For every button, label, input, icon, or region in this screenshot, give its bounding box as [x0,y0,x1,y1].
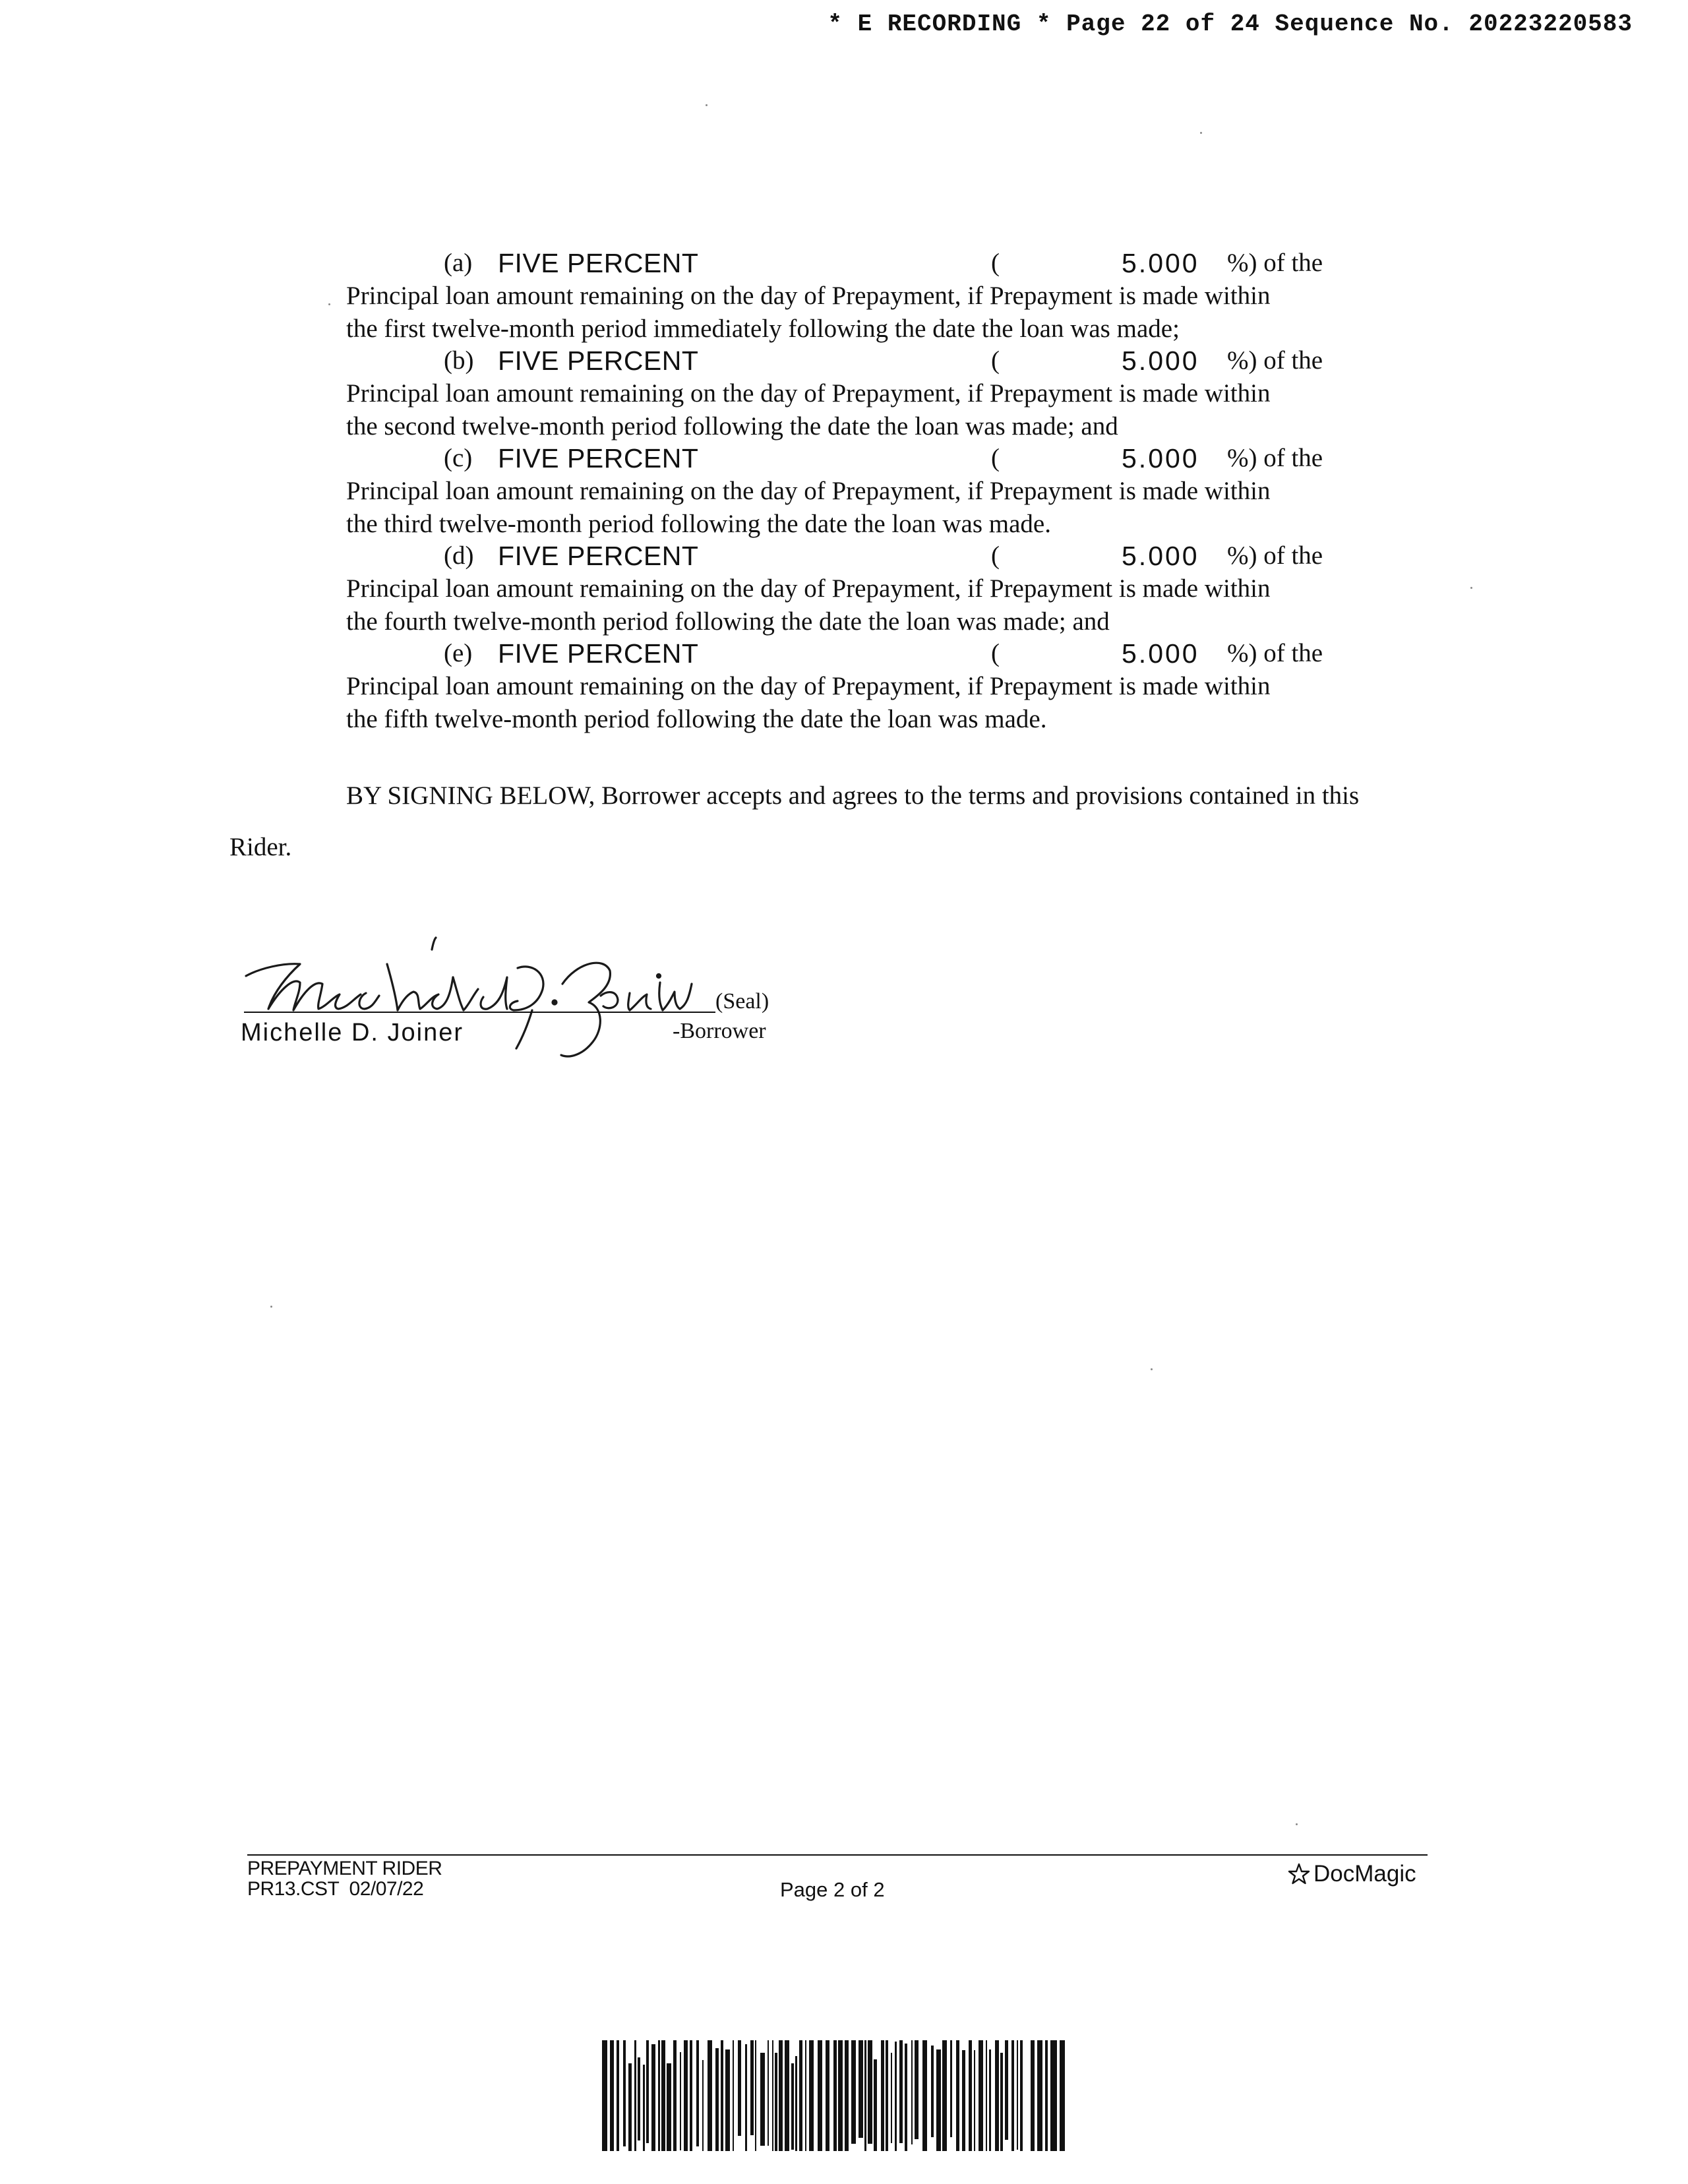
rate-clause-label: (c) [444,444,473,472]
rate-clause-body-line: Principal loan amount remaining on the day of Prepayment, if Prepayment is made within [346,672,1271,700]
barcode-bar [905,2044,907,2151]
signing-statement-line-1: BY SIGNING BELOW, Borrower accepts and agrees to the terms and provisions contained in this [346,781,1360,810]
star-outline-icon [1287,1862,1311,1886]
rate-clause-suffix: %) of the [1227,249,1323,277]
barcode-bar [610,2040,614,2151]
recording-header: * E RECORDING * Page 22 of 24 Sequence No. 20223220583 [828,11,1633,38]
barcode-bar [956,2040,959,2151]
rate-clause-words: FIVE PERCENT [498,638,699,669]
barcode-bar [859,2040,863,2138]
barcode-bar [634,2040,636,2151]
rate-clause-suffix: %) of the [1227,541,1323,570]
barcode-bar [651,2044,655,2151]
rate-clause [346,247,1348,346]
barcode-bar [931,2046,934,2137]
barcode-bar [617,2040,619,2151]
barcode-bar [779,2040,783,2151]
rate-clause-rate: 5.000 [1122,443,1199,473]
barcode-bar [845,2040,849,2151]
rate-clause-open-paren: ( [991,249,1000,277]
rate-clause-body-line: the first twelve-month period immediately following the date the loan was made; [346,315,1180,343]
barcode-bar [805,2040,806,2151]
barcode-bar [851,2040,856,2144]
barcode-bar [1050,2040,1057,2151]
rate-clause-body-line: Principal loan amount remaining on the day of Prepayment, if Prepayment is made within [346,282,1271,310]
barcode-bar [969,2040,972,2151]
barcode-bar [950,2040,952,2137]
rate-clause-words: FIVE PERCENT [498,443,699,473]
barcode-bar [795,2056,797,2151]
scan-speck [270,1306,272,1308]
signature-line [244,1012,715,1013]
rate-clause-header [346,637,1348,670]
barcode-bar [658,2040,660,2151]
signer-name: Michelle D. Joiner [241,1019,464,1046]
rate-clause-body-line: Principal loan amount remaining on the day of Prepayment, if Prepayment is made within [346,379,1271,408]
barcode-bar [673,2040,677,2151]
barcode-bar [661,2040,665,2151]
rate-clause-words: FIVE PERCENT [498,346,699,376]
barcode-bar [638,2057,640,2140]
barcode-bar [922,2040,927,2151]
barcode-bar [899,2040,903,2143]
barcode-bar [602,2040,607,2151]
barcode-bar [721,2040,723,2151]
barcode-bar [1011,2040,1014,2151]
barcode-bar [838,2040,843,2151]
barcode-bar [989,2049,991,2151]
barcode-bar [895,2042,897,2151]
barcode-bar [733,2040,734,2151]
rate-clause-label: (a) [444,249,473,277]
barcode-bar [936,2049,941,2151]
barcode-bar [1031,2040,1035,2151]
barcode-bar [995,2040,999,2151]
barcode-bar [1045,2040,1048,2151]
barcode-bar [942,2040,947,2151]
barcode-bar [738,2040,741,2136]
rate-clause-rate: 5.000 [1122,638,1199,669]
barcode-bar [768,2040,769,2146]
rate-clause-body-line: the fourth twelve-month period following the date the loan was made; and [346,607,1110,636]
barcode-bar [809,2040,814,2151]
rate-clause-header [346,442,1348,475]
barcode-bar [725,2049,730,2151]
rate-clause-suffix: %) of the [1227,444,1323,472]
barcode-bar [760,2053,765,2146]
rate-clause [346,442,1348,541]
rate-clause-header [346,247,1348,280]
barcode-bar [874,2059,877,2151]
rate-clause-open-paren: ( [991,541,1000,570]
barcode-bar [864,2040,866,2151]
barcode-bar [881,2040,884,2151]
barcode-bar [826,2040,829,2151]
barcode-bar [755,2040,756,2151]
rate-clause-body-line: the third twelve-month period following the date the loan was made. [346,510,1051,538]
barcode-bar [1017,2040,1018,2150]
rate-clause-label: (e) [444,639,473,667]
barcode-bar [911,2040,913,2144]
rate-clause-words: FIVE PERCENT [498,541,699,571]
rate-clause-open-paren: ( [991,444,1000,472]
footer-brand-name: DocMagic [1313,1861,1416,1887]
rate-clause-rate: 5.000 [1122,248,1199,278]
barcode-bar [868,2040,872,2144]
rate-clause-label: (d) [444,541,474,570]
barcode-bar [684,2040,688,2151]
rate-clause-open-paren: ( [991,639,1000,667]
barcode-bar [886,2040,888,2151]
barcode-bar [974,2050,975,2151]
barcode-bar [623,2040,626,2146]
scan-speck [1151,1368,1153,1370]
footer-form-title: PREPAYMENT RIDER [247,1858,442,1879]
signing-statement-line-2: Rider. [229,833,292,861]
barcode-bar [628,2063,632,2151]
barcode-bar [1000,2053,1003,2151]
footer-page-number: Page 2 of 2 [780,1878,885,1901]
rate-clause-suffix: %) of the [1227,346,1323,375]
footer-form-code: PR13.CST 02/07/22 [247,1878,424,1900]
footer-form-info [247,1858,442,1899]
barcode-bar [833,2040,837,2151]
barcode-bar [979,2040,983,2151]
handwritten-signature [234,936,788,1068]
signing-statement [229,770,1443,873]
rate-clause-suffix: %) of the [1227,639,1323,667]
barcode-bar [791,2063,794,2150]
barcode-bar [772,2040,773,2151]
rate-clause-words: FIVE PERCENT [498,248,699,278]
barcode-bar [775,2053,777,2151]
barcode-bar [818,2040,822,2151]
footer-rule [247,1854,1428,1856]
barcode-bar [696,2040,699,2146]
rate-clause [346,539,1348,638]
barcode-bar [799,2040,802,2151]
barcode-bar [646,2040,649,2143]
barcode-bar [1005,2040,1008,2140]
borrower-signature [234,936,788,1068]
footer-brand [1287,1861,1416,1887]
barcode-bar [667,2063,671,2151]
rate-clause-open-paren: ( [991,346,1000,375]
rate-clause-body-line: Principal loan amount remaining on the day of Prepayment, if Prepayment is made within [346,477,1271,505]
barcode-bar [1037,2040,1042,2151]
borrower-role-label: -Borrower [673,1019,766,1043]
barcode-bar [750,2040,754,2135]
rate-clause-body-line: the fifth twelve-month period following the date the loan was made. [346,705,1047,733]
barcode-bar [891,2053,892,2143]
barcode-bar [715,2048,719,2151]
scan-speck [1470,587,1472,589]
barcode-bar [1020,2040,1023,2151]
rate-clause [346,344,1348,443]
scan-speck [1200,132,1202,134]
barcode-bar [680,2052,681,2150]
scan-speck [1296,1823,1298,1825]
rate-clause-rate: 5.000 [1122,346,1199,376]
scan-speck [706,104,708,106]
barcode-bar [986,2040,987,2151]
scan-speck [328,303,330,305]
barcode-bar [745,2044,747,2151]
rate-clause-body-line: the second twelve-month period following the date the loan was made; and [346,412,1118,440]
rate-clause-header [346,539,1348,572]
document-barcode [602,2040,1077,2151]
barcode-bar [1060,2040,1065,2151]
seal-label: (Seal) [715,989,769,1014]
rate-clause [346,637,1348,736]
barcode-bar [915,2040,919,2139]
barcode-bar [708,2040,712,2151]
rate-clause-rate: 5.000 [1122,541,1199,571]
rate-clause-label: (b) [444,346,474,375]
barcode-bar [785,2040,789,2151]
barcode-bar [702,2060,704,2151]
barcode-bar [643,2065,645,2151]
barcode-bar [690,2040,692,2151]
barcode-bar [962,2050,965,2151]
rate-clause-header [346,344,1348,377]
rate-clause-body-line: Principal loan amount remaining on the day of Prepayment, if Prepayment is made within [346,574,1271,603]
